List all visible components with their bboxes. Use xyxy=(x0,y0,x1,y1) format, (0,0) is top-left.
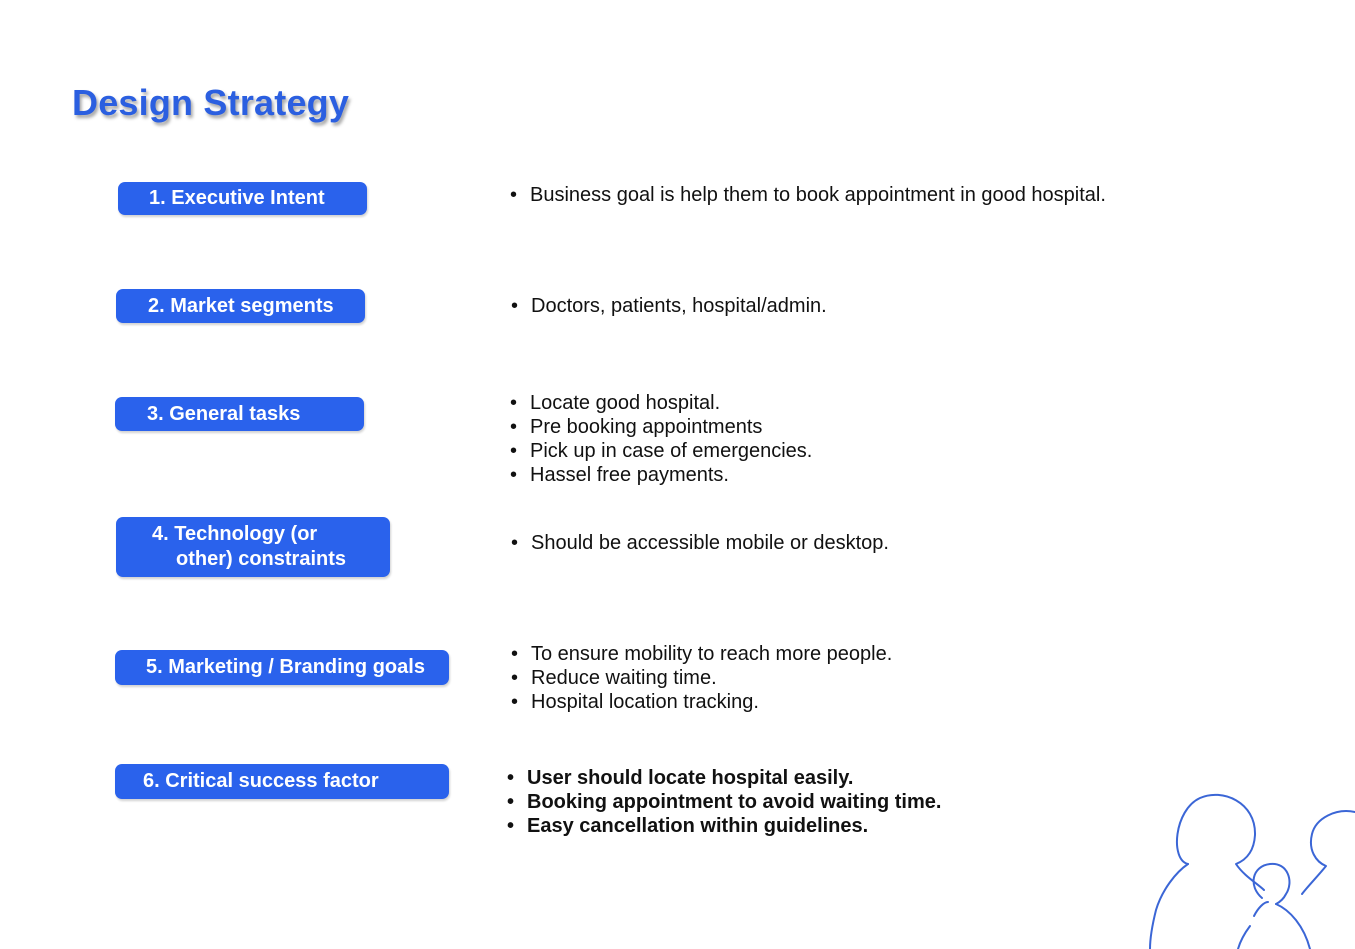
marketing-branding-list xyxy=(511,642,892,714)
marketing-branding-badge xyxy=(115,650,449,685)
badge-label-line-2: other) constraints xyxy=(176,548,347,570)
list-item: • To ensure mobility to reach more people. xyxy=(511,642,892,666)
general-tasks-badge xyxy=(115,397,364,431)
market-segments-list xyxy=(511,294,827,318)
critical-success-list xyxy=(507,766,941,838)
badge-label: 5. Marketing / Branding goals xyxy=(146,656,425,678)
badge-label: 6. Critical success factor xyxy=(143,770,379,792)
list-item: • Locate good hospital. xyxy=(510,391,812,415)
market-segments-badge xyxy=(116,289,365,323)
executive-intent-list xyxy=(510,183,1106,207)
list-item: • Reduce waiting time. xyxy=(511,666,892,690)
list-item: • Easy cancellation within guidelines. xyxy=(507,814,941,838)
family-outline-icon xyxy=(1140,790,1355,949)
list-item: • Doctors, patients, hospital/admin. xyxy=(511,294,827,318)
list-item: • Business goal is help them to book appointment in good hospital. xyxy=(510,183,1106,207)
executive-intent-badge xyxy=(118,182,367,215)
badge-label: 1. Executive Intent xyxy=(149,187,325,209)
badge-label: 3. General tasks xyxy=(147,402,301,425)
list-item: • User should locate hospital easily. xyxy=(507,766,941,790)
list-item: • Hospital location tracking. xyxy=(511,690,892,714)
critical-success-badge xyxy=(115,764,449,799)
list-item: • Pick up in case of emergencies. xyxy=(510,439,812,463)
technology-constraints-list xyxy=(511,531,889,555)
badge-label: 2. Market segments xyxy=(148,294,334,317)
list-item: • Booking appointment to avoid waiting time. xyxy=(507,790,941,814)
list-item: • Hassel free payments. xyxy=(510,463,812,487)
list-item: • Should be accessible mobile or desktop. xyxy=(511,531,889,555)
general-tasks-list xyxy=(510,391,812,487)
page-title: Design Strategy xyxy=(72,82,350,123)
list-item: • Pre booking appointments xyxy=(510,415,812,439)
technology-constraints-badge xyxy=(116,517,390,577)
badge-label-line-1: 4. Technology (or xyxy=(152,523,318,545)
